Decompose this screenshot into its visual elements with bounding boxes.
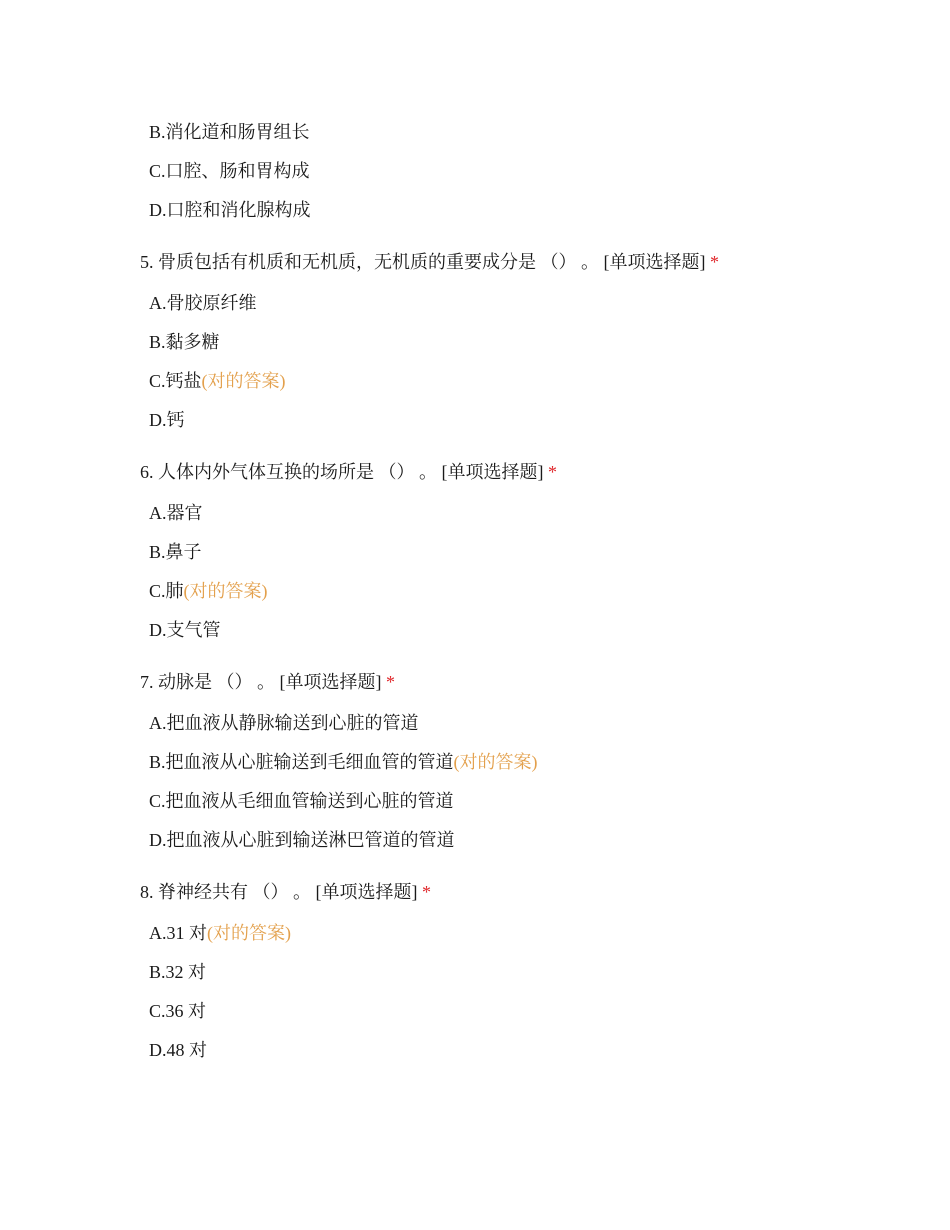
option-8-d: [149, 1038, 207, 1062]
question-5-title: [140, 250, 719, 274]
option-label: C.36 对: [149, 1001, 207, 1021]
option-label: D.口腔和消化腺构成: [149, 200, 311, 220]
option-label: D.48 对: [149, 1040, 207, 1060]
option-label: D.支气管: [149, 620, 221, 640]
question-text: 6. 人体内外气体互换的场所是 （） 。 [单项选择题]: [140, 462, 544, 482]
option-8-b: [149, 960, 206, 984]
option-8-c: [149, 999, 206, 1023]
option-label: A.器官: [149, 503, 203, 523]
option-7-d: [149, 828, 455, 852]
option-label: D.把血液从心脏到输送淋巴管道的管道: [149, 830, 455, 850]
correct-answer-mark: (对的答案): [183, 581, 268, 601]
option-5-c: [149, 369, 286, 393]
question-text: 8. 脊神经共有 （） 。 [单项选择题]: [140, 882, 418, 902]
question-text: 7. 动脉是 （） 。 [单项选择题]: [140, 672, 382, 692]
required-star: *: [710, 252, 719, 272]
option-label: C.肺: [149, 581, 184, 601]
option-label: C.口腔、肠和胃构成: [149, 161, 310, 181]
option-6-a: [149, 501, 203, 525]
question-7-title: [140, 670, 395, 694]
option-5-a: [149, 291, 257, 315]
option-label: D.钙: [149, 410, 185, 430]
option-label: A.骨胶原纤维: [149, 293, 257, 313]
option-label: B.把血液从心脏输送到毛细血管的管道: [149, 752, 454, 772]
option-label: B.消化道和肠胃组长: [149, 122, 310, 142]
option-6-c: [149, 579, 268, 603]
option-label: B.黏多糖: [149, 332, 220, 352]
option-4-c: [149, 159, 310, 183]
question-text: 5. 骨质包括有机质和无机质，无机质的重要成分是 （） 。 [单项选择题]: [140, 252, 706, 272]
option-7-c: [149, 789, 454, 813]
question-6-title: [140, 460, 557, 484]
required-star: *: [548, 462, 557, 482]
option-label: C.钙盐: [149, 371, 202, 391]
correct-answer-mark: (对的答案): [201, 371, 286, 391]
option-label: A.31 对: [149, 923, 207, 943]
option-6-d: [149, 618, 221, 642]
option-label: C.把血液从毛细血管输送到心脏的管道: [149, 791, 454, 811]
option-7-b: [149, 750, 538, 774]
option-label: B.鼻子: [149, 542, 202, 562]
option-8-a: [149, 921, 291, 945]
correct-answer-mark: (对的答案): [453, 752, 538, 772]
option-label: B.32 对: [149, 962, 207, 982]
option-label: A.把血液从静脉输送到心脏的管道: [149, 713, 419, 733]
required-star: *: [386, 672, 395, 692]
option-6-b: [149, 540, 202, 564]
question-8-title: [140, 880, 431, 904]
option-4-d: [149, 198, 311, 222]
option-4-b: [149, 120, 310, 144]
option-5-b: [149, 330, 220, 354]
required-star: *: [422, 882, 431, 902]
correct-answer-mark: (对的答案): [207, 923, 291, 943]
option-7-a: [149, 711, 419, 735]
option-5-d: [149, 408, 185, 432]
